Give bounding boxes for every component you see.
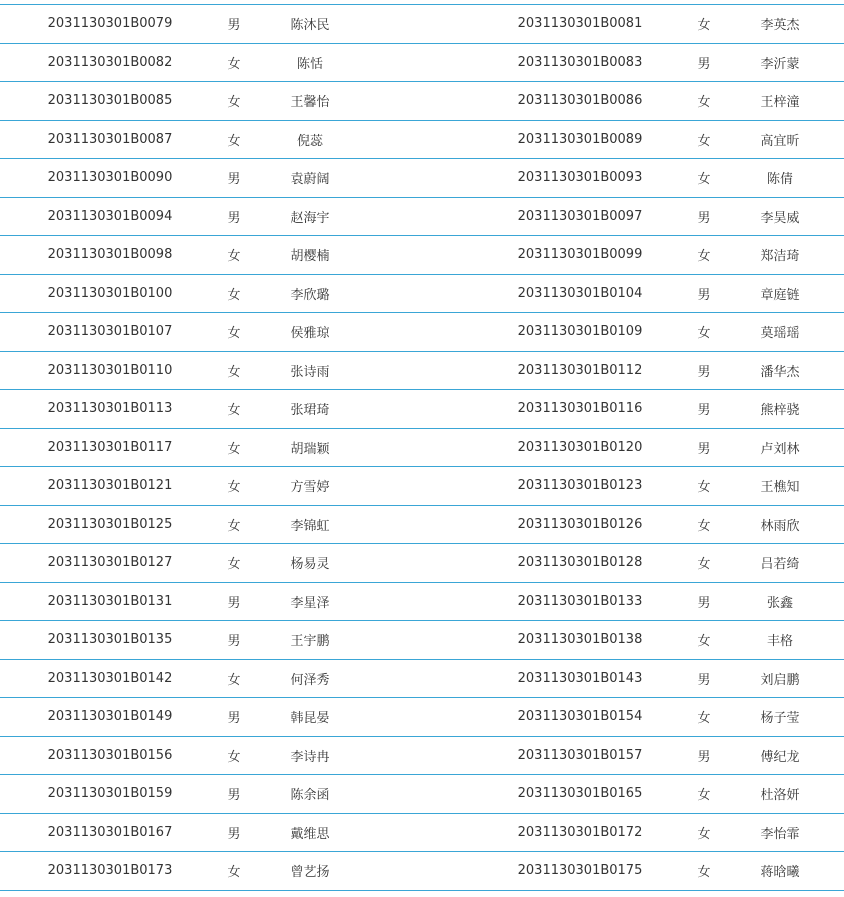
student-id-right: 2031130301B0097 bbox=[517, 208, 643, 224]
gender-left: 女 bbox=[227, 557, 241, 573]
student-name-left: 陈余函 bbox=[290, 788, 330, 804]
student-name-left: 李欣璐 bbox=[290, 287, 330, 303]
table-row bbox=[0, 121, 844, 160]
student-name-left: 胡瑞颖 bbox=[290, 441, 330, 457]
gender-left: 女 bbox=[227, 95, 241, 111]
student-id-right: 2031130301B0116 bbox=[517, 401, 643, 417]
student-roster-table bbox=[0, 4, 844, 891]
student-id-left: 2031130301B0156 bbox=[47, 747, 173, 763]
gender-right: 女 bbox=[697, 711, 711, 727]
student-id-right: 2031130301B0081 bbox=[517, 16, 643, 32]
table-row bbox=[0, 275, 844, 314]
gender-right: 男 bbox=[697, 403, 711, 419]
student-name-right: 卢刘林 bbox=[760, 441, 800, 457]
student-id-right: 2031130301B0104 bbox=[517, 285, 643, 301]
student-name-left: 韩昆晏 bbox=[290, 711, 330, 727]
student-id-left: 2031130301B0131 bbox=[47, 593, 173, 609]
student-id-right: 2031130301B0099 bbox=[517, 247, 643, 263]
student-id-left: 2031130301B0082 bbox=[47, 54, 173, 70]
table-row bbox=[0, 5, 844, 44]
gender-left: 女 bbox=[227, 364, 241, 380]
student-id-right: 2031130301B0138 bbox=[517, 632, 643, 648]
gender-right: 女 bbox=[697, 95, 711, 111]
gender-right: 女 bbox=[697, 480, 711, 496]
student-name-right: 郑洁琦 bbox=[760, 249, 800, 265]
gender-left: 女 bbox=[227, 287, 241, 303]
table-row bbox=[0, 583, 844, 622]
student-id-right: 2031130301B0086 bbox=[517, 93, 643, 109]
table-row bbox=[0, 352, 844, 391]
student-id-left: 2031130301B0098 bbox=[47, 247, 173, 263]
student-id-right: 2031130301B0157 bbox=[517, 747, 643, 763]
student-id-right: 2031130301B0083 bbox=[517, 54, 643, 70]
student-name-left: 戴维思 bbox=[290, 826, 330, 842]
table-row bbox=[0, 506, 844, 545]
gender-left: 女 bbox=[227, 518, 241, 534]
table-row bbox=[0, 467, 844, 506]
student-id-left: 2031130301B0100 bbox=[47, 285, 173, 301]
student-id-left: 2031130301B0113 bbox=[47, 401, 173, 417]
student-name-right: 高宜昕 bbox=[760, 133, 800, 149]
student-name-left: 曾艺扬 bbox=[290, 865, 330, 881]
student-name-right: 莫瑶瑶 bbox=[760, 326, 800, 342]
student-name-left: 方雪婷 bbox=[290, 480, 330, 496]
student-name-right: 李怡霏 bbox=[760, 826, 800, 842]
table-row bbox=[0, 429, 844, 468]
student-id-right: 2031130301B0120 bbox=[517, 439, 643, 455]
gender-right: 女 bbox=[697, 557, 711, 573]
student-name-right: 王梓潼 bbox=[760, 95, 800, 111]
table-row bbox=[0, 159, 844, 198]
student-id-left: 2031130301B0135 bbox=[47, 632, 173, 648]
gender-left: 女 bbox=[227, 133, 241, 149]
gender-left: 男 bbox=[227, 711, 241, 727]
student-id-left: 2031130301B0117 bbox=[47, 439, 173, 455]
student-name-right: 张鑫 bbox=[766, 595, 793, 611]
gender-right: 女 bbox=[697, 18, 711, 34]
student-id-left: 2031130301B0125 bbox=[47, 516, 173, 532]
student-id-left: 2031130301B0087 bbox=[47, 131, 173, 147]
student-id-right: 2031130301B0109 bbox=[517, 324, 643, 340]
student-name-left: 侯雅琼 bbox=[290, 326, 330, 342]
student-name-right: 潘华杰 bbox=[760, 364, 800, 380]
gender-left: 男 bbox=[227, 826, 241, 842]
student-name-right: 刘启鹏 bbox=[760, 672, 800, 688]
gender-left: 男 bbox=[227, 634, 241, 650]
student-id-left: 2031130301B0149 bbox=[47, 709, 173, 725]
student-id-left: 2031130301B0079 bbox=[47, 16, 173, 32]
student-name-right: 章庭链 bbox=[760, 287, 800, 303]
student-id-right: 2031130301B0126 bbox=[517, 516, 643, 532]
gender-right: 女 bbox=[697, 865, 711, 881]
student-name-right: 林雨欣 bbox=[760, 518, 800, 534]
gender-left: 女 bbox=[227, 441, 241, 457]
student-name-right: 丰格 bbox=[766, 634, 793, 650]
student-name-right: 李昊威 bbox=[760, 210, 800, 226]
student-id-left: 2031130301B0094 bbox=[47, 208, 173, 224]
student-id-right: 2031130301B0165 bbox=[517, 786, 643, 802]
table-row bbox=[0, 852, 844, 891]
student-name-right: 杜洛妍 bbox=[760, 788, 800, 804]
gender-left: 女 bbox=[227, 672, 241, 688]
gender-left: 女 bbox=[227, 249, 241, 265]
student-name-left: 李诗冉 bbox=[290, 749, 330, 765]
table-row bbox=[0, 621, 844, 660]
gender-right: 男 bbox=[697, 364, 711, 380]
table-row bbox=[0, 236, 844, 275]
gender-left: 男 bbox=[227, 18, 241, 34]
table-row bbox=[0, 698, 844, 737]
student-id-right: 2031130301B0133 bbox=[517, 593, 643, 609]
gender-left: 女 bbox=[227, 480, 241, 496]
gender-right: 女 bbox=[697, 788, 711, 804]
gender-left: 女 bbox=[227, 403, 241, 419]
student-name-left: 李星泽 bbox=[290, 595, 330, 611]
student-id-left: 2031130301B0159 bbox=[47, 786, 173, 802]
student-id-right: 2031130301B0143 bbox=[517, 670, 643, 686]
gender-right: 男 bbox=[697, 441, 711, 457]
gender-left: 女 bbox=[227, 865, 241, 881]
table-row bbox=[0, 313, 844, 352]
student-name-left: 何泽秀 bbox=[290, 672, 330, 688]
gender-left: 男 bbox=[227, 788, 241, 804]
gender-right: 女 bbox=[697, 133, 711, 149]
student-id-left: 2031130301B0173 bbox=[47, 863, 173, 879]
student-id-left: 2031130301B0121 bbox=[47, 478, 173, 494]
student-id-left: 2031130301B0090 bbox=[47, 170, 173, 186]
table-row bbox=[0, 660, 844, 699]
gender-left: 女 bbox=[227, 56, 241, 72]
table-row bbox=[0, 814, 844, 853]
student-id-left: 2031130301B0107 bbox=[47, 324, 173, 340]
table-row bbox=[0, 198, 844, 237]
student-name-left: 陈沐民 bbox=[290, 18, 330, 34]
student-name-right: 蒋晗曦 bbox=[760, 865, 800, 881]
student-name-left: 陈恬 bbox=[296, 56, 323, 72]
gender-right: 男 bbox=[697, 210, 711, 226]
student-id-right: 2031130301B0089 bbox=[517, 131, 643, 147]
student-id-right: 2031130301B0128 bbox=[517, 555, 643, 571]
table-row bbox=[0, 737, 844, 776]
student-name-right: 吕若绮 bbox=[760, 557, 800, 573]
gender-right: 女 bbox=[697, 826, 711, 842]
table-row bbox=[0, 390, 844, 429]
student-name-right: 李英杰 bbox=[760, 18, 800, 34]
gender-left: 男 bbox=[227, 595, 241, 611]
student-id-left: 2031130301B0110 bbox=[47, 362, 173, 378]
table-row bbox=[0, 544, 844, 583]
student-name-left: 王宇鹏 bbox=[290, 634, 330, 650]
student-id-right: 2031130301B0172 bbox=[517, 824, 643, 840]
gender-left: 女 bbox=[227, 749, 241, 765]
student-name-left: 赵海宇 bbox=[290, 210, 330, 226]
student-id-right: 2031130301B0093 bbox=[517, 170, 643, 186]
student-id-right: 2031130301B0123 bbox=[517, 478, 643, 494]
student-name-left: 张珺琦 bbox=[290, 403, 330, 419]
student-id-right: 2031130301B0112 bbox=[517, 362, 643, 378]
gender-right: 女 bbox=[697, 172, 711, 188]
student-id-right: 2031130301B0175 bbox=[517, 863, 643, 879]
student-name-right: 熊梓骁 bbox=[760, 403, 800, 419]
student-name-right: 陈倩 bbox=[766, 172, 793, 188]
table-row bbox=[0, 44, 844, 83]
table-row bbox=[0, 775, 844, 814]
student-name-left: 李锦虹 bbox=[290, 518, 330, 534]
student-name-left: 杨易灵 bbox=[290, 557, 330, 573]
student-id-left: 2031130301B0085 bbox=[47, 93, 173, 109]
student-id-left: 2031130301B0142 bbox=[47, 670, 173, 686]
gender-left: 女 bbox=[227, 326, 241, 342]
gender-right: 女 bbox=[697, 634, 711, 650]
gender-right: 男 bbox=[697, 287, 711, 303]
student-name-right: 李沂蒙 bbox=[760, 56, 800, 72]
student-name-left: 张诗雨 bbox=[290, 364, 330, 380]
gender-right: 男 bbox=[697, 749, 711, 765]
student-name-left: 胡樱楠 bbox=[290, 249, 330, 265]
student-name-left: 袁蔚阔 bbox=[290, 172, 330, 188]
student-name-right: 杨子莹 bbox=[760, 711, 800, 727]
student-id-right: 2031130301B0154 bbox=[517, 709, 643, 725]
table-row bbox=[0, 82, 844, 121]
student-name-left: 倪蕊 bbox=[296, 133, 323, 149]
student-id-left: 2031130301B0167 bbox=[47, 824, 173, 840]
gender-right: 男 bbox=[697, 56, 711, 72]
student-name-left: 王馨怡 bbox=[290, 95, 330, 111]
gender-right: 女 bbox=[697, 249, 711, 265]
gender-right: 女 bbox=[697, 518, 711, 534]
student-name-right: 傅纪龙 bbox=[760, 749, 800, 765]
gender-right: 男 bbox=[697, 595, 711, 611]
gender-right: 男 bbox=[697, 672, 711, 688]
student-name-right: 王樵知 bbox=[760, 480, 800, 496]
gender-right: 女 bbox=[697, 326, 711, 342]
student-id-left: 2031130301B0127 bbox=[47, 555, 173, 571]
gender-left: 男 bbox=[227, 210, 241, 226]
gender-left: 男 bbox=[227, 172, 241, 188]
